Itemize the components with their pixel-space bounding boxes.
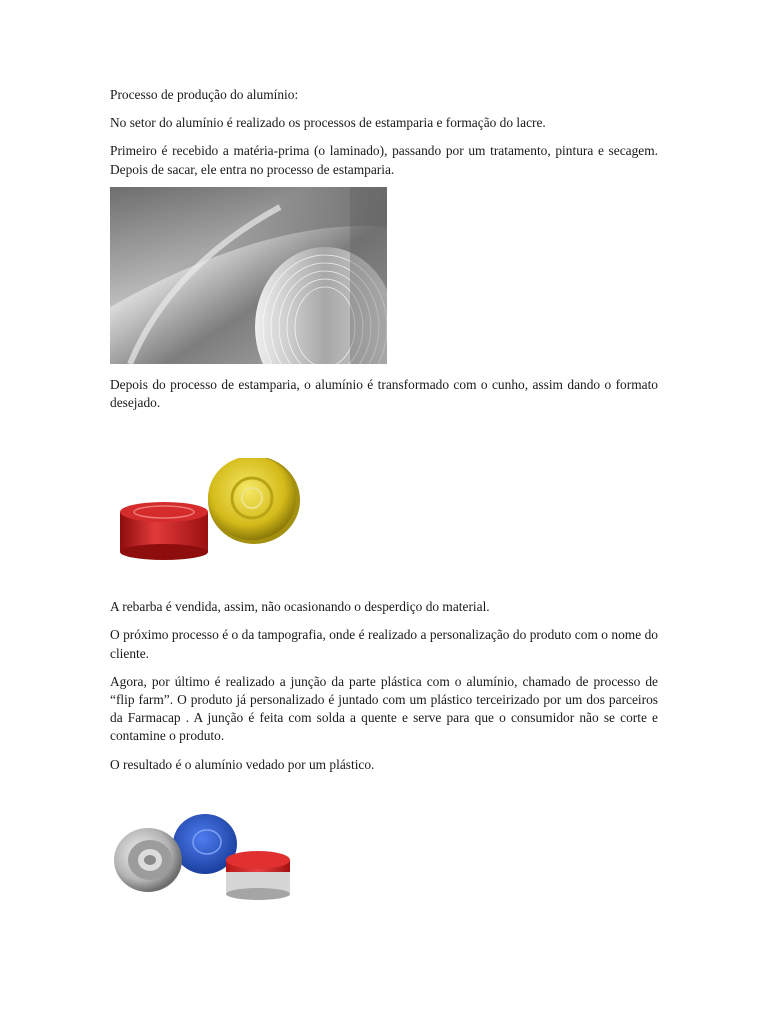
paragraph-1: No setor do alumínio é realizado os processos de estamparia e formação do lacre.	[110, 115, 546, 131]
document-page	[110, 86, 658, 910]
aluminum-roll-image	[110, 187, 387, 364]
flip-caps-image	[112, 814, 294, 910]
paragraph-3: Depois do processo de estamparia, o alumínio é transformado com o cunho, assim dando o formato desejado.	[110, 376, 658, 411]
paragraph-6: Agora, por último é realizado a junção da parte plástica com o alumínio, chamado de processo de “flip farm”. O produto já personalizado é juntado com um plástico terceirizado por um dos parceiros da Farmacap . A junção é feita com solda a quente e serve para que o consumidor não se corte e contamine o produto.	[110, 673, 658, 744]
paragraph-2: Primeiro é recebido a matéria-prima (o laminado), passando por um tratamento, pintura e secagem. Depois de sacar, ele entra no processo de estamparia.	[110, 143, 658, 177]
doc-heading: Processo de produção do alumínio:	[110, 87, 299, 102]
paragraph-4: A rebarba é vendida, assim, não ocasionando o desperdiço do material.	[110, 599, 490, 615]
red-yellow-caps-image	[114, 458, 304, 570]
paragraph-7: O resultado é o alumínio vedado por um plástico.	[110, 756, 375, 772]
paragraph-5: O próximo processo é o da tampografia, onde é realizado a personalização do produto com o nome do cliente.	[110, 627, 658, 661]
